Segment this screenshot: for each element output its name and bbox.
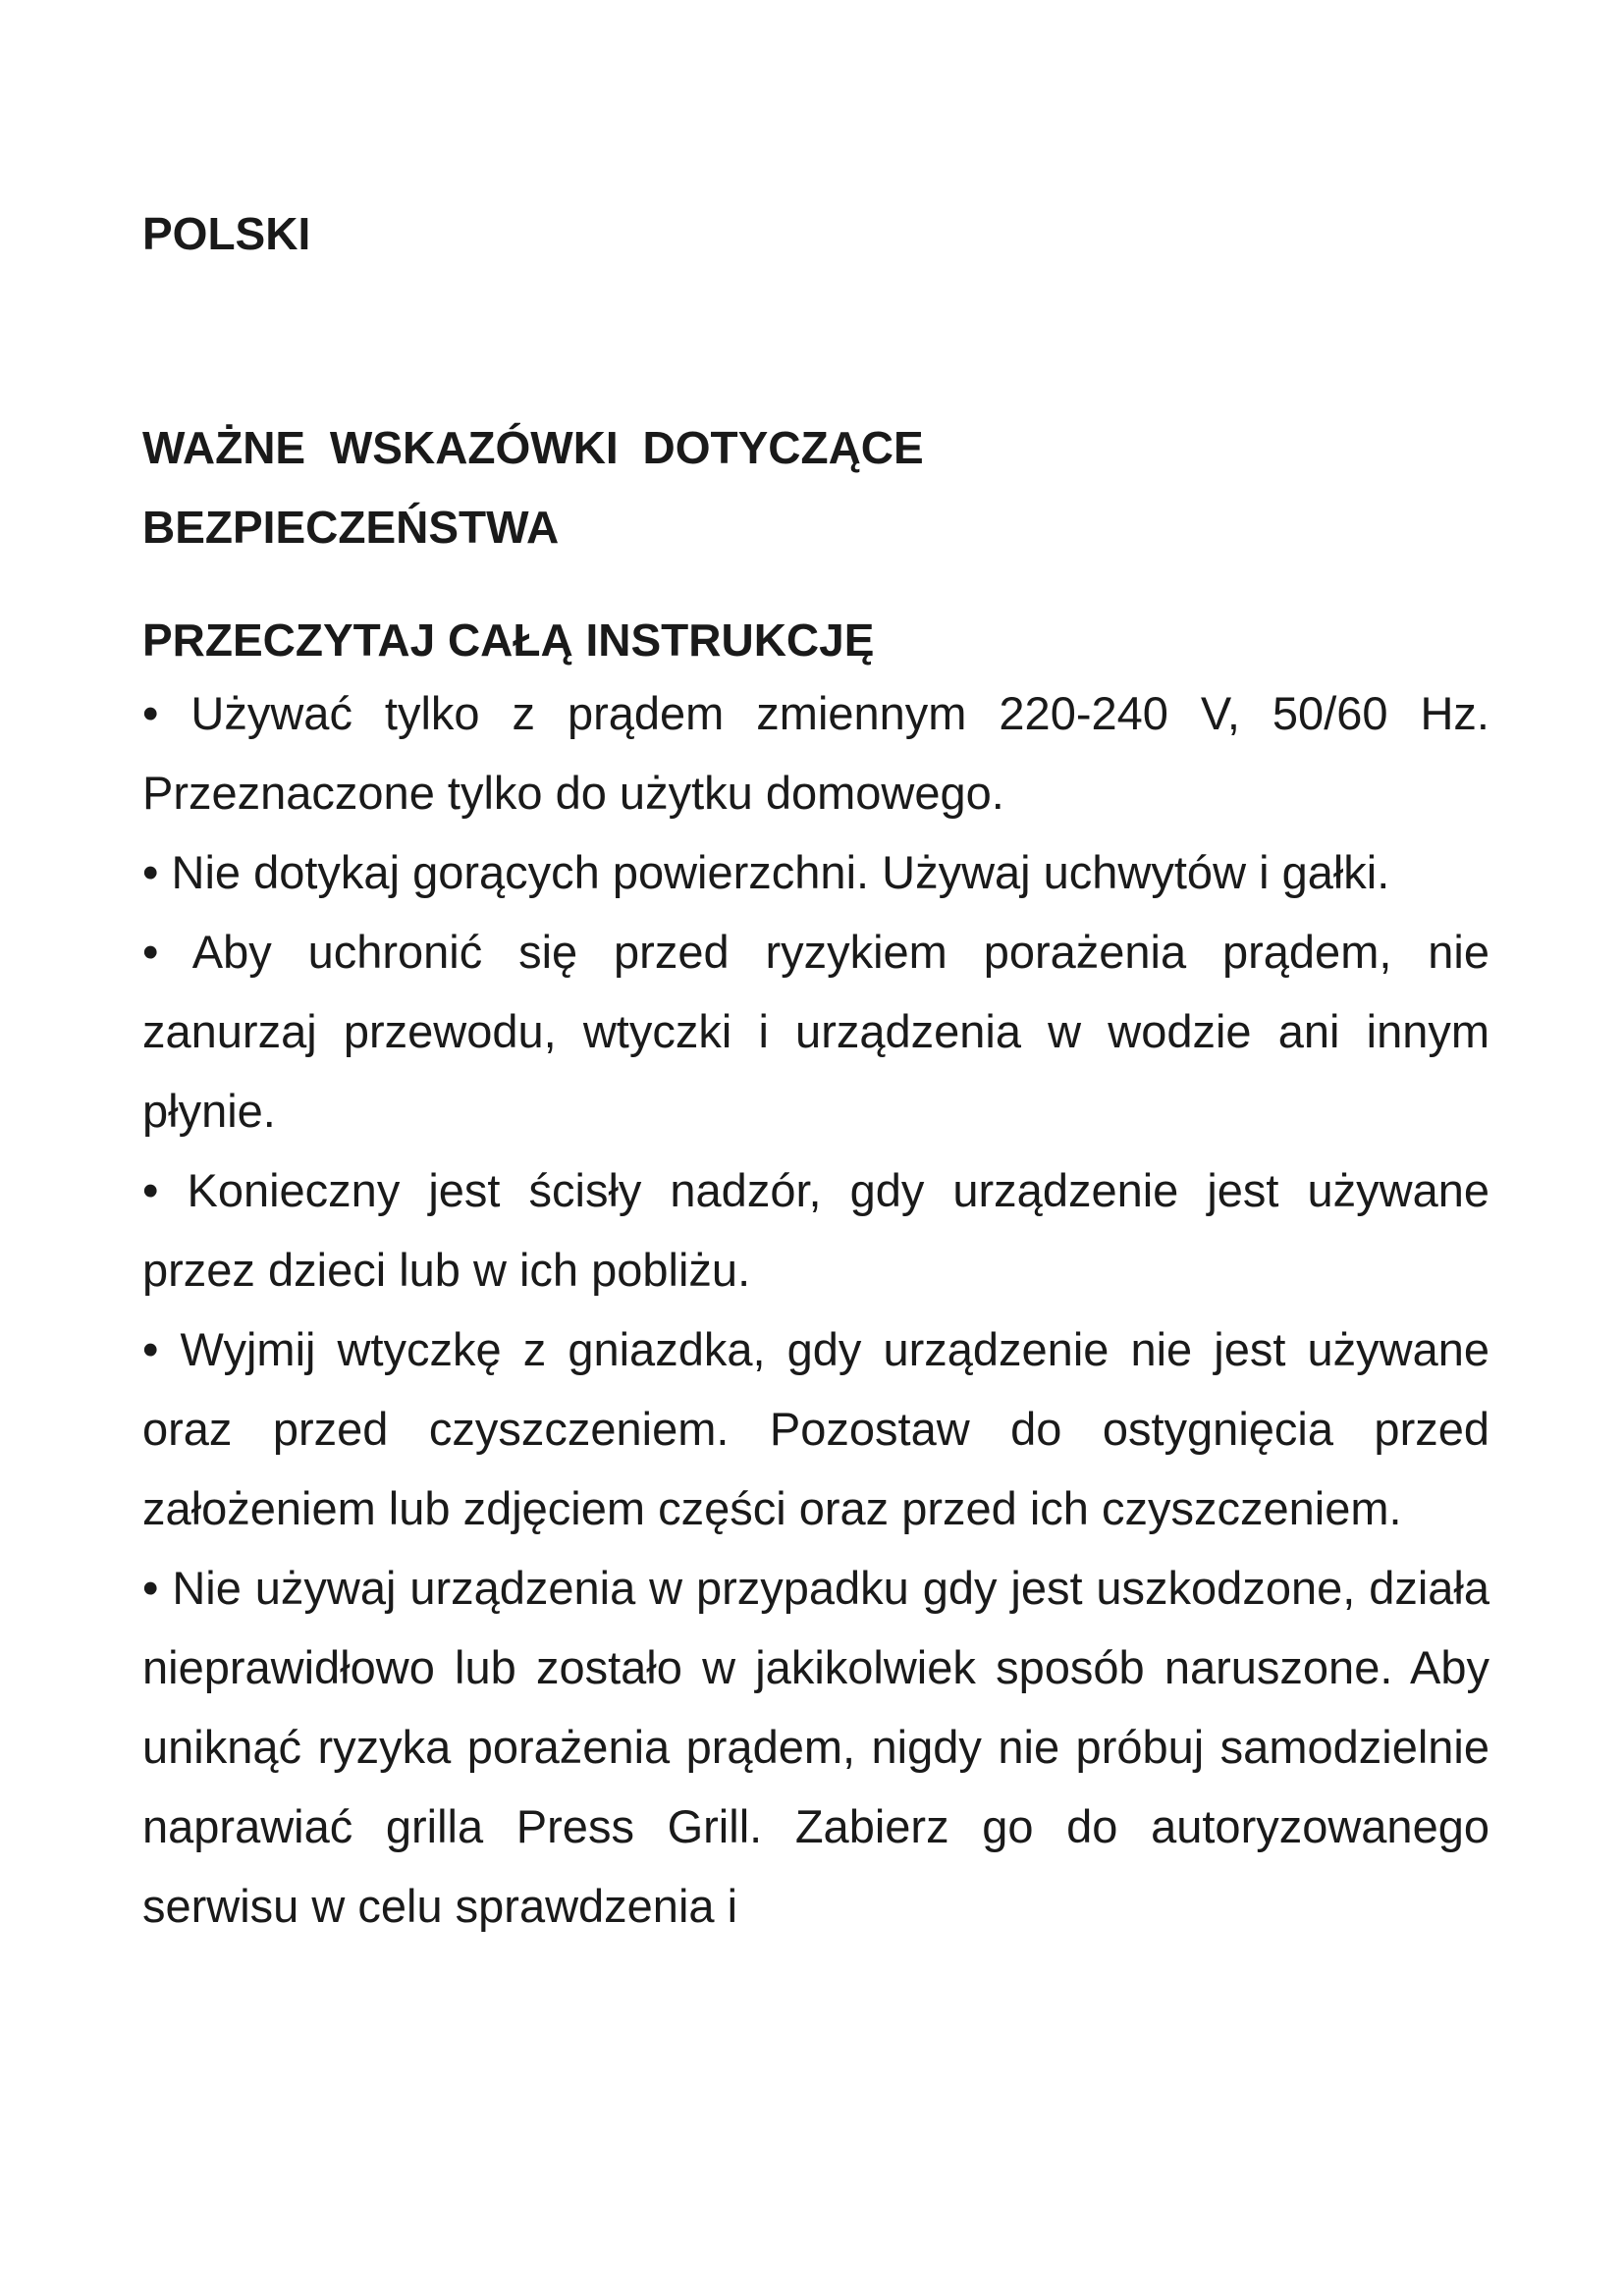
safety-heading-line2: BEZPIECZEŃSTWA (142, 502, 560, 553)
document-page (142, 206, 1489, 1946)
safety-heading-line1: WAŻNE WSKAZÓWKI DOTYCZĄCE (142, 422, 924, 473)
safety-rule: • Konieczny jest ścisły nadzór, gdy urządzenie jest używane przez dzieci lub w ich pobliżu. (142, 1164, 1489, 1296)
language-heading: POLSKI (142, 208, 311, 259)
safety-rule: • Wyjmij wtyczkę z gniazdka, gdy urządzenie nie jest używane oraz przed czyszczeniem. Pozostaw do ostygnięcia przed założeniem lub zdjęciem części oraz przed ich czyszczeniem. (142, 1323, 1489, 1534)
safety-rules-list (142, 673, 1489, 1946)
safety-rule: • Aby uchronić się przed ryzykiem porażenia prądem, nie zanurzaj przewodu, wtyczki i urządzenia w wodzie ani innym płynie. (142, 926, 1489, 1137)
safety-rule: • Nie dotykaj gorących powierzchni. Używaj uchwytów i gałki. (142, 846, 1390, 898)
safety-rule: • Nie używaj urządzenia w przypadku gdy jest uszkodzone, działa nieprawidłowo lub zostało w jakikolwiek sposób naruszone. Aby uniknąć ryzyka porażenia prądem, nigdy nie próbuj samodzielnie naprawiać grilla Press Grill. Zabierz go do autoryzowanego serwisu w celu sprawdzenia i (142, 1562, 1489, 1932)
safety-heading (142, 408, 1489, 567)
read-instructions-heading: PRZECZYTAJ CAŁĄ INSTRUKCJĘ (142, 614, 875, 666)
safety-rule: • Używać tylko z prądem zmiennym 220-240 V, 50/60 Hz. Przeznaczone tylko do użytku domowego. (142, 687, 1489, 819)
